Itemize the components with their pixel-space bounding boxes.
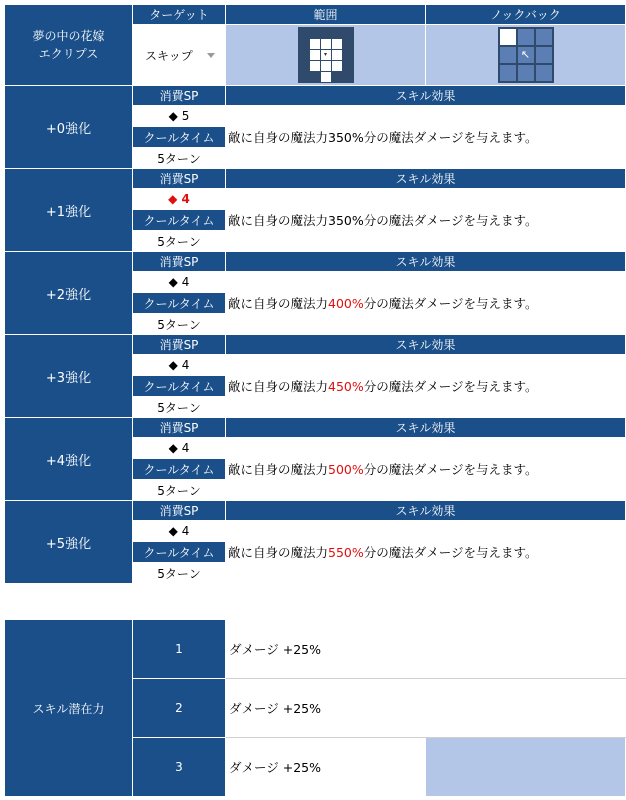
effect-text <box>226 521 626 584</box>
effect-text-post: 分の魔法ダメージを与えます。 <box>363 545 538 560</box>
effect-text-post: 分の魔法ダメージを与えます。 <box>363 379 538 394</box>
knockback-header: ノックバック <box>426 5 626 25</box>
effect-text-pre: 敵に自身の魔法力 <box>228 296 329 311</box>
effect-text-pre: 敵に自身の魔法力 <box>228 545 329 560</box>
effect-label: スキル効果 <box>226 501 626 521</box>
skill-name-cell <box>5 5 133 86</box>
effect-text <box>226 106 626 169</box>
cooltime-value: 5ターン <box>133 480 226 501</box>
cooltime-value: 5ターン <box>133 397 226 418</box>
level-name: +5強化 <box>5 501 133 584</box>
effect-text <box>226 355 626 418</box>
sp-label: 消費SP <box>133 86 226 106</box>
effect-label: スキル効果 <box>226 418 626 438</box>
potential-label: スキル潜在力 <box>5 620 133 797</box>
cooltime-label: クールタイム <box>133 293 226 314</box>
effect-text <box>226 189 626 252</box>
target-select[interactable] <box>133 25 226 86</box>
effect-percent: 550% <box>328 545 364 560</box>
potential-table <box>4 619 626 797</box>
effect-label: スキル効果 <box>226 335 626 355</box>
target-header: ターゲット <box>133 5 226 25</box>
effect-text-pre: 敵に自身の魔法力 <box>228 130 329 145</box>
cooltime-label: クールタイム <box>133 459 226 480</box>
cooltime-value: 5ターン <box>133 314 226 335</box>
effect-text-post: 分の魔法ダメージを与えます。 <box>363 462 538 477</box>
effect-percent: 450% <box>328 379 364 394</box>
potential-number: 1 <box>133 620 226 679</box>
effect-text-post: 分の魔法ダメージを与えます。 <box>363 130 538 145</box>
potential-empty-cell <box>426 738 626 797</box>
skill-name-line1: 夢の中の花嫁 <box>32 29 105 43</box>
level-row <box>5 501 626 521</box>
range-header: 範囲 <box>226 5 426 25</box>
effect-label: スキル効果 <box>226 169 626 189</box>
sp-value: ◆ 4 <box>133 355 226 376</box>
effect-label: スキル効果 <box>226 86 626 106</box>
knockback-grid-icon <box>498 27 554 83</box>
potential-value: ダメージ +25% <box>226 738 426 797</box>
sp-value: ◆ 5 <box>133 106 226 127</box>
sp-label: 消費SP <box>133 501 226 521</box>
potential-value: ダメージ +25% <box>226 620 626 679</box>
sp-label: 消費SP <box>133 252 226 272</box>
skill-name-line2: エクリプス <box>38 47 99 61</box>
level-row <box>5 252 626 272</box>
sp-label: 消費SP <box>133 169 226 189</box>
cooltime-label: クールタイム <box>133 376 226 397</box>
range-cell <box>226 25 426 86</box>
cooltime-label: クールタイム <box>133 542 226 563</box>
potential-value: ダメージ +25% <box>226 679 626 738</box>
level-name: +1強化 <box>5 169 133 252</box>
level-name: +4強化 <box>5 418 133 501</box>
potential-number: 2 <box>133 679 226 738</box>
sp-value: ◆ 4 <box>133 521 226 542</box>
level-name: +0強化 <box>5 86 133 169</box>
cooltime-value: 5ターン <box>133 148 226 169</box>
potential-row <box>5 620 626 679</box>
sp-label: 消費SP <box>133 418 226 438</box>
effect-percent: 350% <box>328 213 364 228</box>
cooltime-value: 5ターン <box>133 563 226 584</box>
sp-value: ◆ 4 <box>133 272 226 293</box>
range-grid-icon: ▾ <box>298 27 354 83</box>
effect-text-post: 分の魔法ダメージを与えます。 <box>363 213 538 228</box>
level-name: +3強化 <box>5 335 133 418</box>
effect-text-pre: 敵に自身の魔法力 <box>228 213 329 228</box>
level-row <box>5 335 626 355</box>
cooltime-value: 5ターン <box>133 231 226 252</box>
effect-text-post: 分の魔法ダメージを与えます。 <box>363 296 538 311</box>
level-row <box>5 169 626 189</box>
arrow-up-left-icon: ↖ <box>518 47 534 63</box>
effect-label: スキル効果 <box>226 252 626 272</box>
effect-percent: 350% <box>328 130 364 145</box>
effect-percent: 400% <box>328 296 364 311</box>
effect-text-pre: 敵に自身の魔法力 <box>228 379 329 394</box>
level-row <box>5 86 626 106</box>
skill-table <box>4 4 626 584</box>
effect-percent: 500% <box>328 462 364 477</box>
target-select-value: スキップ <box>145 49 193 63</box>
effect-text <box>226 272 626 335</box>
potential-number: 3 <box>133 738 226 797</box>
knockback-cell <box>426 25 626 86</box>
cooltime-label: クールタイム <box>133 127 226 148</box>
sp-label: 消費SP <box>133 335 226 355</box>
level-name: +2強化 <box>5 252 133 335</box>
effect-text-pre: 敵に自身の魔法力 <box>228 462 329 477</box>
sp-value: ◆ 4 <box>133 189 226 210</box>
level-row <box>5 418 626 438</box>
chevron-down-icon <box>207 53 215 58</box>
effect-text <box>226 438 626 501</box>
cooltime-label: クールタイム <box>133 210 226 231</box>
sp-value: ◆ 4 <box>133 438 226 459</box>
